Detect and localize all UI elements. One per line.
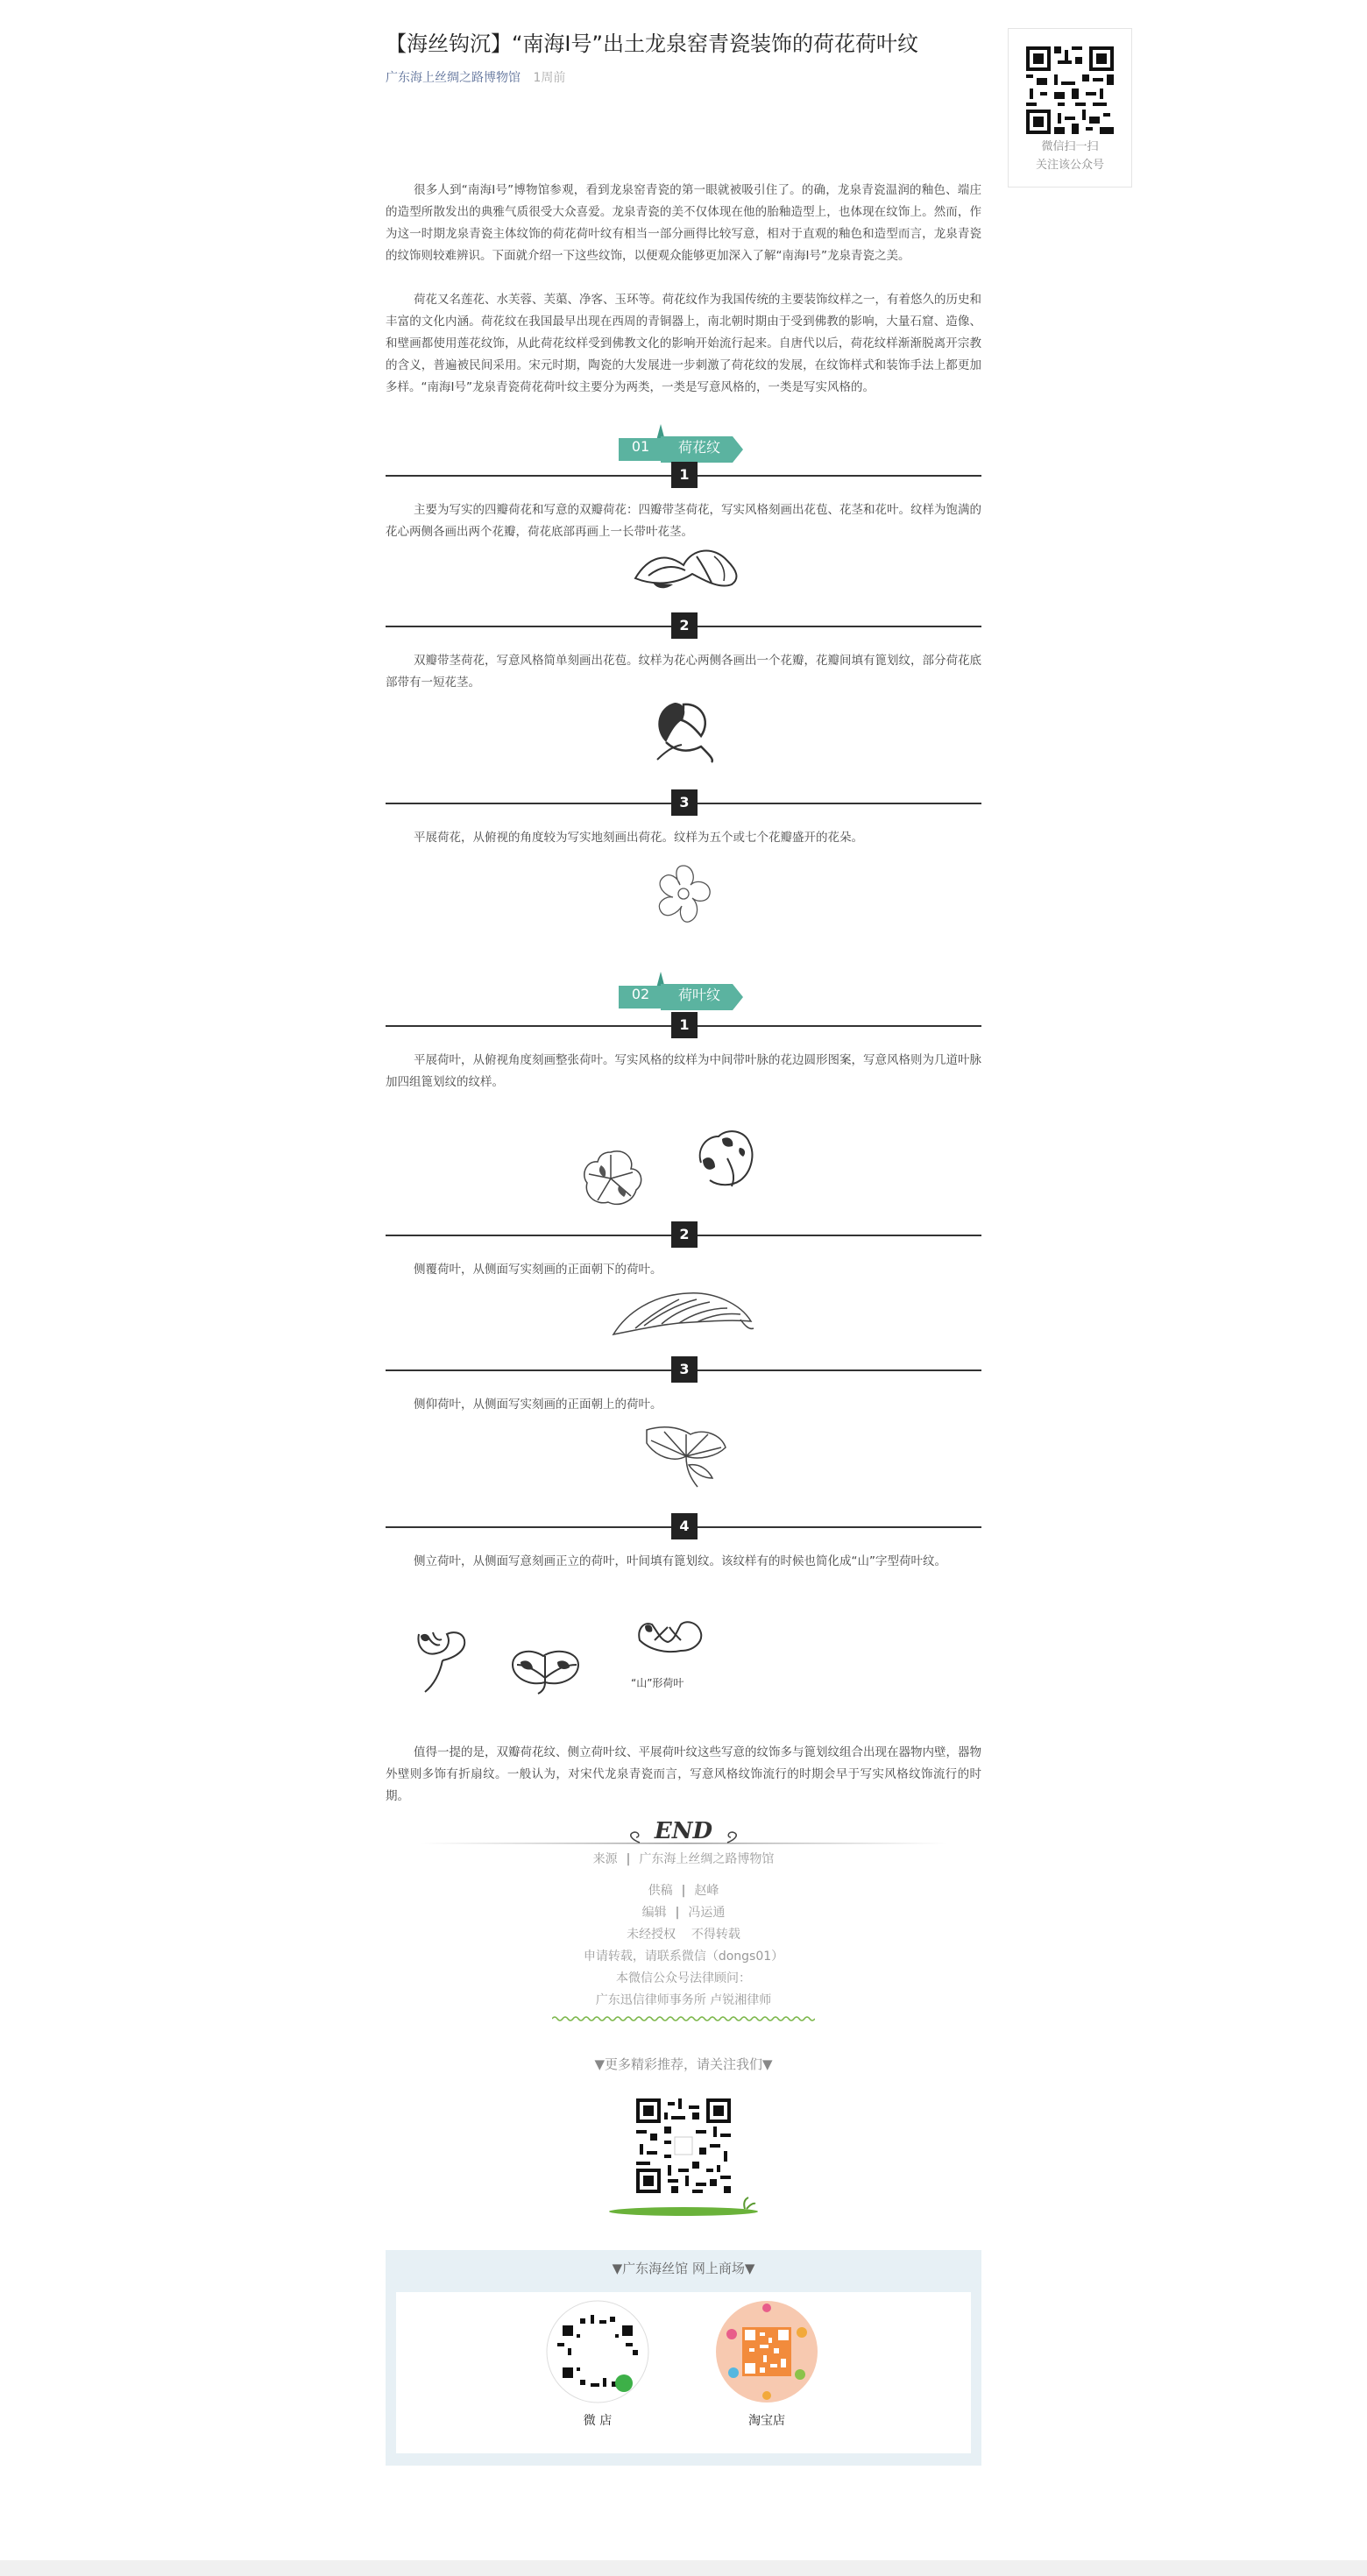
grass-ornament <box>605 2196 762 2220</box>
item-text: 侧覆荷叶，从侧面写实刻画的正面朝下的荷叶。 <box>414 1263 662 1277</box>
item-number: 1 <box>671 462 698 488</box>
shop-header: ▼广东海丝馆 网上商场▼ <box>612 2261 755 2276</box>
lotus-flower-illustration-1 <box>631 539 745 591</box>
follow-qr-code <box>1026 46 1114 138</box>
end-text: END <box>654 1818 713 1844</box>
item-number: 3 <box>671 1356 698 1383</box>
item-divider <box>386 789 981 817</box>
item-divider <box>386 1356 981 1384</box>
online-shop-panel <box>386 2250 981 2466</box>
lotus-leaf-illustration-1a <box>580 1148 646 1209</box>
lotus-leaf-illustration-3 <box>638 1421 734 1491</box>
account-qr-code <box>636 2098 731 2197</box>
credit-no-repost: 不得转载 <box>691 1928 740 1942</box>
lotus-leaf-illustration-4c <box>633 1614 707 1658</box>
credit-contrib-label: 供稿 <box>648 1884 673 1898</box>
shan-leaf-caption: “山”形荷叶 <box>631 1677 684 1689</box>
credit-lawyer-title: 本微信公众号法律顾问： <box>616 1971 751 1985</box>
credit-source: 来源 | 广东海上丝绸之路博物馆 <box>592 1852 775 1866</box>
credit-editor-value: 冯运通 <box>688 1906 726 1920</box>
end-mark <box>421 1818 946 1853</box>
follow-qr-text <box>1009 138 1131 174</box>
item-number: 4 <box>671 1513 698 1539</box>
wavy-divider <box>552 2009 815 2026</box>
article-meta <box>386 68 565 86</box>
item-number: 2 <box>671 1221 698 1248</box>
lotus-leaf-illustration-4b <box>508 1643 583 1695</box>
item-text: 平展荷花，从俯视的角度较为写实地刻画出荷花。纹样为五个或七个花瓣盛开的花朵。 <box>414 831 863 845</box>
item-divider <box>386 1221 981 1249</box>
item-divider <box>386 462 981 490</box>
item-text: 侧仰荷叶，从侧面写实刻画的正面朝上的荷叶。 <box>414 1398 662 1412</box>
credit-contrib-value: 赵峰 <box>694 1884 719 1898</box>
section-badge-lotus-leaf <box>610 968 759 1012</box>
item-divider <box>386 1513 981 1541</box>
lotus-flower-illustration-2 <box>648 694 719 764</box>
follow-qr-line2: 关注该公众号 <box>1035 159 1104 172</box>
recommend-text: ▼更多精彩推荐，请关注我们▼ <box>594 2056 773 2072</box>
taobao-qr-code <box>714 2299 819 2404</box>
item-text: 平展荷叶，从俯视角度刻画整张荷叶。写实风格的纹样为中间带叶脉的花边圆形图案，写意风格则为几道叶脉加四组篦划纹的纹样。 <box>386 1053 981 1089</box>
follow-qr-line1: 微信扫一扫 <box>1041 140 1099 153</box>
account-name-link[interactable]: 广东海上丝绸之路博物馆 <box>386 71 521 85</box>
footer-bar <box>0 2560 1367 2576</box>
article-title: 【海丝钩沉】“南海Ⅰ号”出土龙泉窑青瓷装饰的荷花荷叶纹 <box>386 32 918 56</box>
taobao-entry[interactable] <box>710 2299 824 2429</box>
credit-editor-label: 编辑 <box>641 1906 667 1920</box>
taobao-label[interactable]: 淘宝店 <box>748 2414 785 2428</box>
shop-inner <box>396 2292 971 2453</box>
intro-paragraph-1: 很多人到“南海Ⅰ号”博物馆参观，看到龙泉窑青瓷的第一眼就被吸引住了。的确，龙泉青瓷温润的釉色、端庄的造型所散发出的典雅气质很受大众喜爱。龙泉青瓷的美不仅体现在他的胎釉造型上，也体现在纹饰上。然而，作为这一时期龙泉青瓷主体纹饰的荷花荷叶纹有相当一部分画得比较写意，相对于直观的釉色和造型而言，龙泉青瓷的纹饰则较难辨识。下面就介绍一下这些纹饰，以便观众能够更加深入了解“南海Ⅰ号”龙泉青瓷之美。 <box>386 183 981 263</box>
item-number: 3 <box>671 789 698 816</box>
item-text: 双瓣带茎荷花，写意风格简单刻画出花苞。纹样为花心两侧各画出一个花瓣，花瓣间填有篦划纹，部分荷花底部带有一短花茎。 <box>386 654 981 690</box>
section-number: 01 <box>631 438 650 455</box>
item-divider <box>386 612 981 640</box>
follow-qr-panel <box>1008 28 1132 188</box>
lotus-leaf-illustration-2 <box>609 1286 758 1339</box>
section-number: 02 <box>631 986 650 1002</box>
credit-repost-apply: 申请转载，请联系微信（dongs01） <box>583 1950 784 1964</box>
section-label: 荷叶纹 <box>677 987 720 1003</box>
item-divider <box>386 1012 981 1040</box>
credit-source-label: 来源 <box>592 1852 618 1866</box>
conclusion-paragraph: 值得一提的是，双瓣荷花纹、侧立荷叶纹、平展荷叶纹这些写意的纹饰多与篦划纹组合出现在器物内壁，器物外壁则多饰有折扇纹。一般认为，对宋代龙泉青瓷而言，写意风格纹饰流行的时期会早于写实风格纹饰流行的时期。 <box>386 1745 981 1803</box>
intro-paragraph-2: 荷花又名莲花、水芙蓉、芙蕖、净客、玉环等。荷花纹作为我国传统的主要装饰纹样之一，有着悠久的历史和丰富的文化内涵。荷花纹在我国最早出现在西周的青铜器上，南北朝时期由于受到佛教的影响，大量石窟、造像、和壁画都使用莲花纹饰，从此荷花纹样受到佛教文化的影响开始流行起来。自唐代以后，荷花纹样渐渐脱离开宗教的含义，普遍被民间采用。宋元时期，陶瓷的大发展进一步刺激了荷花纹的发展，在纹饰样式和装饰手法上都更加多样。“南海Ⅰ号”龙泉青瓷荷花荷叶纹主要分为两类，一类是写意风格的，一类是写实风格的。 <box>386 293 981 394</box>
credit-unauthorized <box>386 1924 981 1946</box>
credit-source-value: 广东海上丝绸之路博物馆 <box>639 1852 775 1866</box>
lotus-leaf-illustration-1b <box>692 1123 758 1193</box>
lotus-leaf-illustration-4a <box>412 1625 473 1695</box>
credit-contributor: 供稿 | 赵峰 <box>648 1884 719 1898</box>
lotus-flower-illustration-3 <box>648 859 719 929</box>
section-label: 荷花纹 <box>677 439 720 456</box>
section-badge-lotus-flower <box>610 421 759 464</box>
weidian-entry[interactable] <box>541 2299 655 2429</box>
item-number: 2 <box>671 612 698 639</box>
item-text: 侧立荷叶，从侧面写意刻画正立的荷叶，叶间填有篦划纹。该纹样有的时候也简化成“山”字型荷叶纹。 <box>414 1554 946 1568</box>
publish-time: 1周前 <box>533 71 566 85</box>
item-text: 主要为写实的四瓣荷花和写意的双瓣荷花：四瓣带茎荷花，写实风格刻画出花苞、花茎和花叶。纹样为饱满的花心两侧各画出两个花瓣，荷花底部再画上一长带叶花茎。 <box>386 503 981 539</box>
weidian-label[interactable]: 微 店 <box>583 2414 613 2428</box>
weidian-qr-code <box>545 2299 650 2404</box>
credit-unauth: 未经授权 <box>627 1928 676 1942</box>
credit-editor: 编辑 | 冯运通 <box>641 1906 726 1920</box>
item-number: 1 <box>671 1012 698 1038</box>
credit-lawyer-name: 广东迅信律师事务所 卢锐湘律师 <box>595 1993 772 2007</box>
